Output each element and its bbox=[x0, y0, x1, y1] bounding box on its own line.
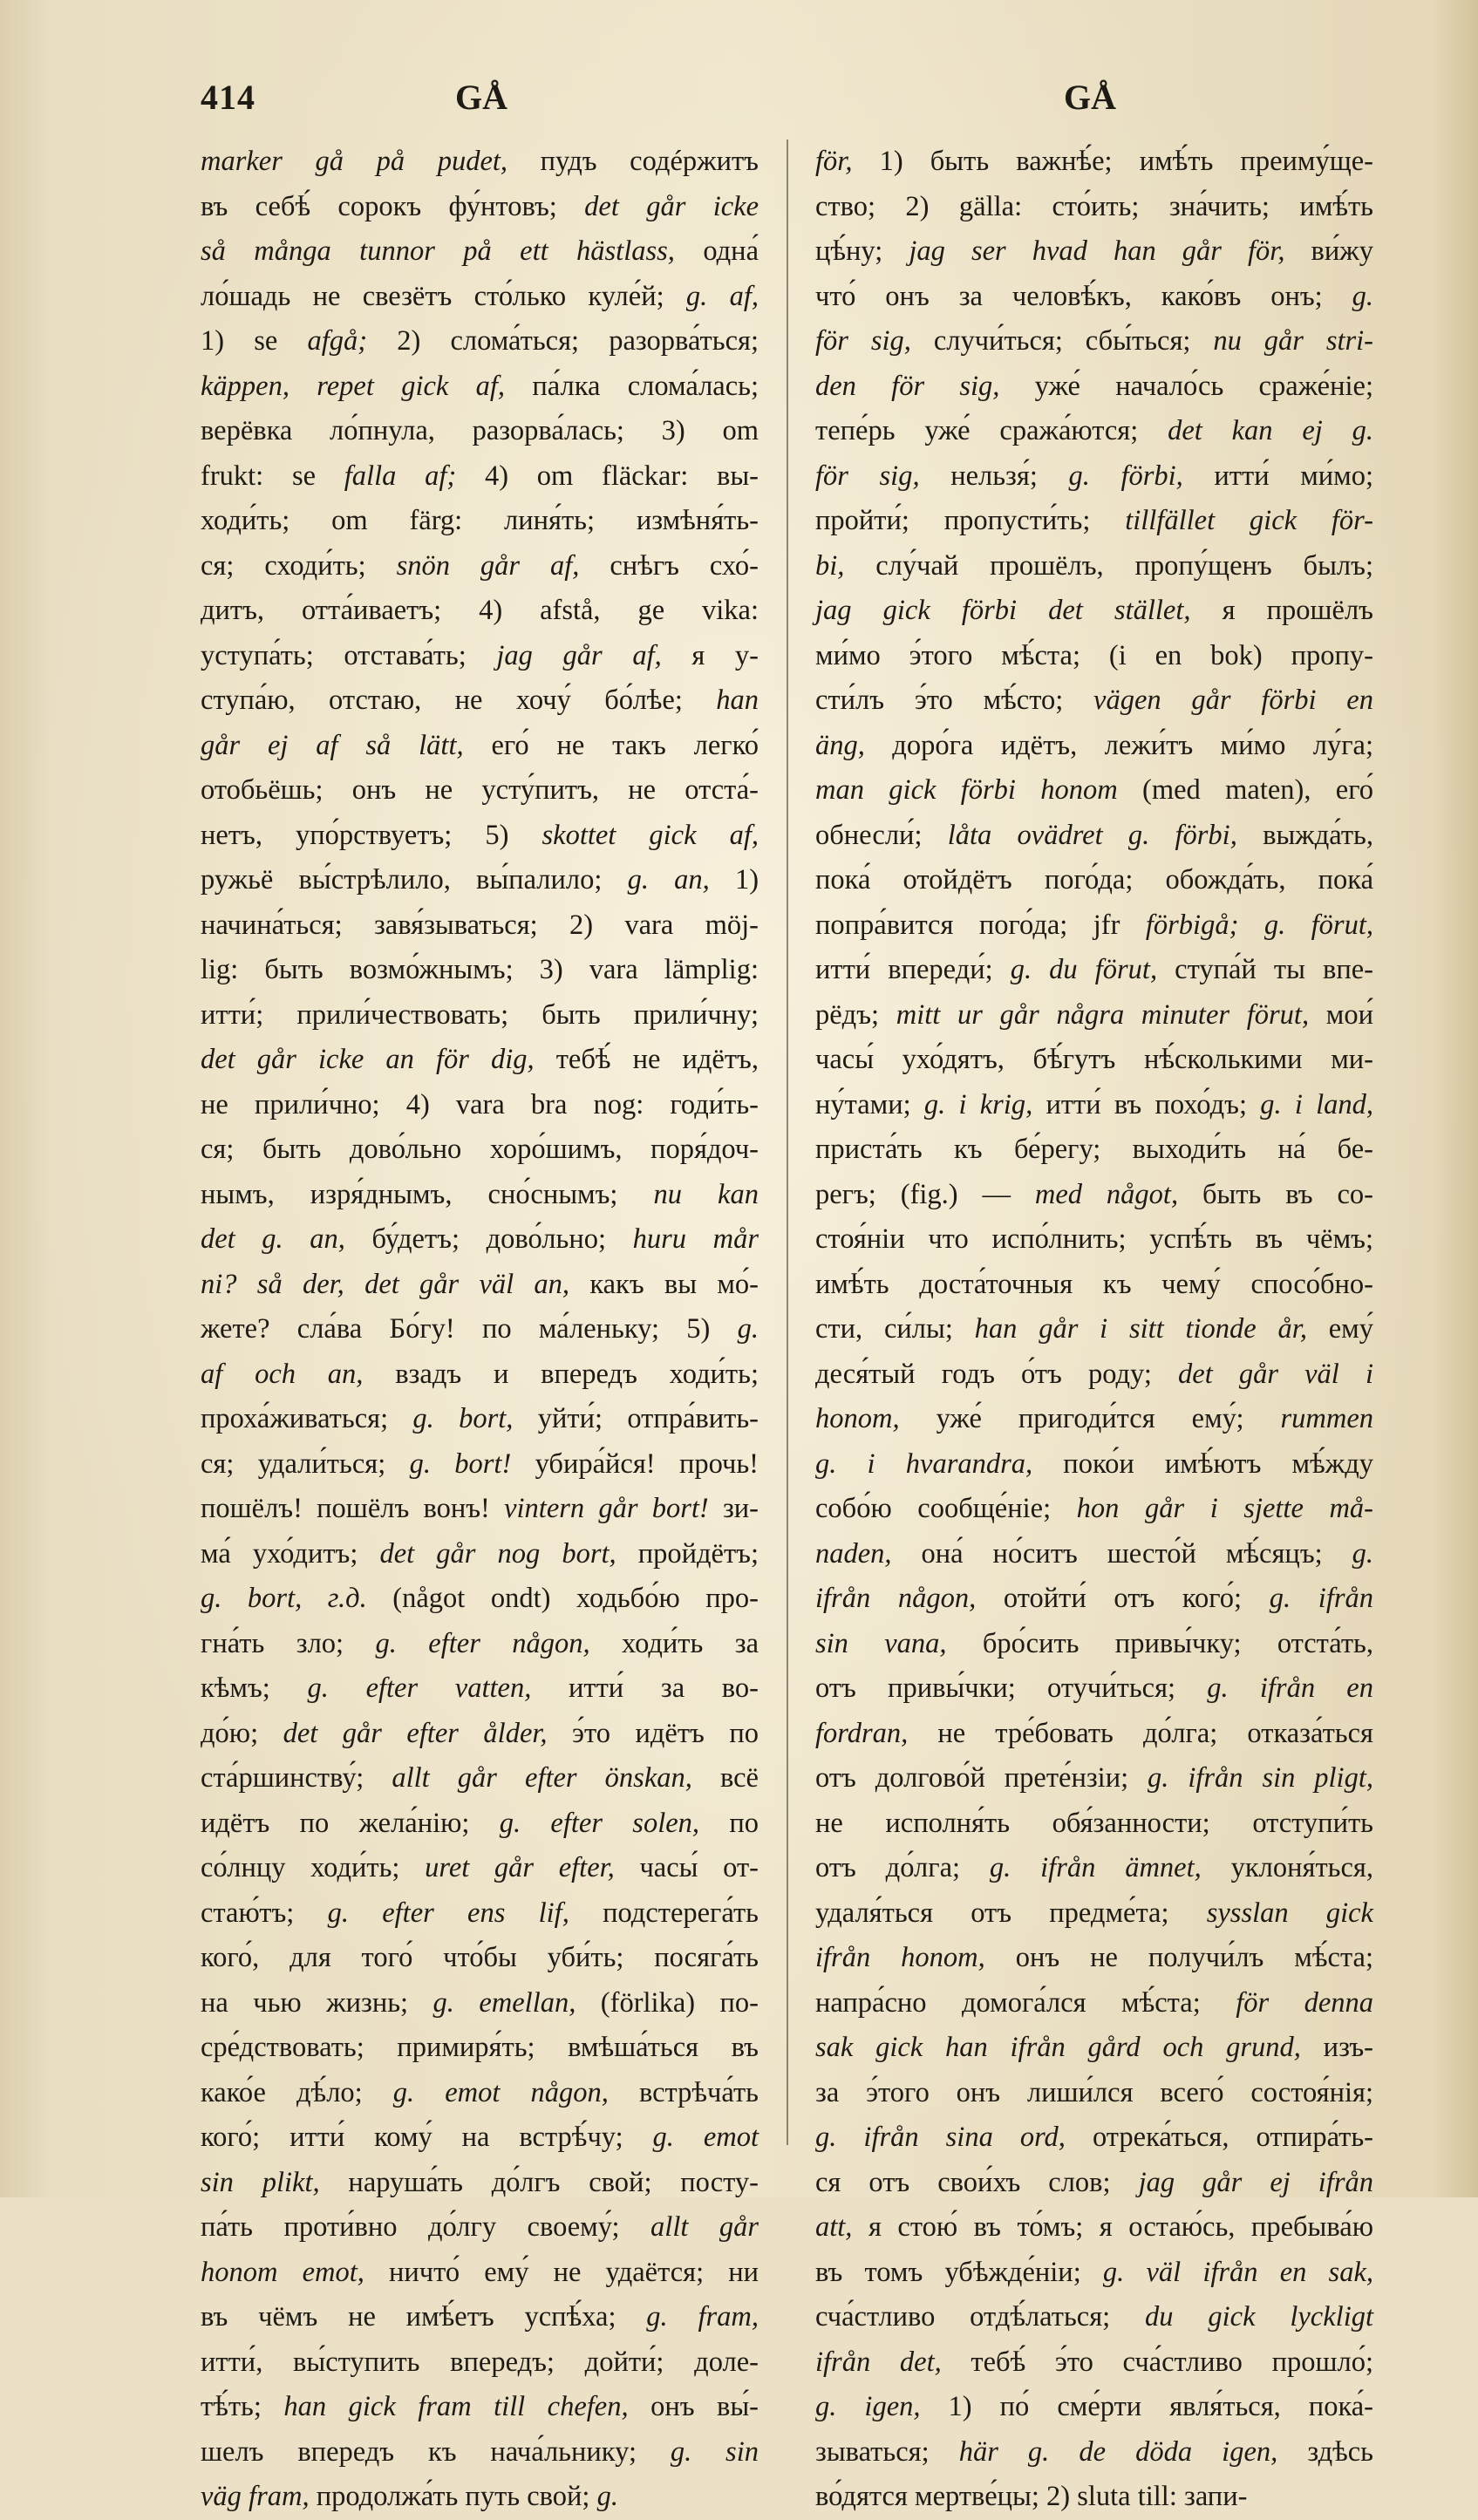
text-line: g. ifrån sina ord, отрека́ться, отпира́ть- bbox=[815, 2122, 1373, 2153]
text-line: шелъ впередъ къ нача́льнику; g. sin bbox=[201, 2435, 759, 2468]
text-line: удаля́ться отъ предме́та; sysslan gick bbox=[815, 1897, 1373, 1929]
right-column bbox=[815, 140, 1374, 2512]
column-divider bbox=[787, 140, 788, 2145]
text-line: ло́шадь не свезётъ сто́лько куле́й; g. af, bbox=[201, 280, 759, 312]
text-line: собо́ю сообще́ніе; hon går i sjette må- bbox=[815, 1493, 1373, 1524]
text-line: honom, уже́ пригоди́тся ему́; rummen bbox=[815, 1403, 1373, 1434]
text-line: зываться; här g. de döda igen, здѣсь bbox=[815, 2435, 1374, 2468]
text-line: въ томъ убѣжде́ніи; g. väl ifrån en sak, bbox=[815, 2256, 1373, 2288]
text-line: проха́живаться; g. bort, уйти́; отпра́вить- bbox=[201, 1403, 759, 1434]
text-line: итти́, вы́ступить впередъ; дойти́; доле- bbox=[201, 2346, 759, 2378]
text-line: lig: быть возмо́жнымъ; 3) vara lämplig: bbox=[201, 954, 759, 985]
text-line: går ej af så lätt, его́ не такъ легко́ bbox=[201, 729, 759, 761]
text-line: кѣмъ; g. efter vatten, итти́ за во- bbox=[201, 1672, 759, 1704]
text-line: до́ю; det går efter ålder, э́то идётъ по bbox=[201, 1717, 759, 1749]
text-line: напра́сно домога́лся мѣ́ста; för denna bbox=[815, 1986, 1373, 2019]
text-line: пошёлъ! пошёлъ вонъ! vintern går bort! зи- bbox=[201, 1493, 759, 1524]
text-line: ся отъ свои́хъ слов; jag går ej ifrån bbox=[815, 2166, 1374, 2198]
page-number: 414 bbox=[201, 78, 255, 117]
text-line: ifrån någon, отойти́ отъ кого́; g. ifrån bbox=[815, 1583, 1373, 1614]
text-line: въ чёмъ не имѣ́етъ успѣ́ха; g. fram, bbox=[201, 2301, 759, 2333]
page-header bbox=[201, 77, 1395, 129]
text-line: гна́ть зло; g. efter någon, ходи́ть за bbox=[201, 1627, 759, 1659]
text-line: naden, она́ но́ситъ шесто́й мѣ́сяцъ; g. bbox=[815, 1537, 1373, 1570]
text-line: jag gick förbi det stället, я прошёлъ bbox=[815, 595, 1373, 626]
text-line: во́дятся мертве́цы; 2) sluta till: запи- bbox=[815, 2481, 1248, 2512]
text-line: fordran, не тре́бовать до́лга; отказа́ться bbox=[815, 1717, 1373, 1749]
text-line: часы́ ухо́дятъ, бѣ́гутъ нѣ́сколькими ми- bbox=[815, 1044, 1373, 1075]
text-line: ся; сходи́ть; snön går af, снѣгъ схо́- bbox=[201, 549, 759, 582]
text-line: за э́того онъ лиши́лся всего́ состоя́нія; bbox=[815, 2076, 1373, 2108]
text-line: ну́тами; g. i krig, итти́ въ похо́дъ; g. i land, bbox=[815, 1088, 1374, 1120]
text-line: ifrån det, тебѣ́ э́то сча́стливо прошло́; bbox=[815, 2346, 1373, 2378]
text-line: имѣ́ть доста́точныя къ чему́ спосо́бно- bbox=[815, 1268, 1373, 1300]
text-line: ni? så der, det går väl an, какъ вы мо́- bbox=[201, 1268, 759, 1300]
text-line: det går icke an för dig, тебѣ́ не идётъ, bbox=[201, 1044, 759, 1075]
text-line: идётъ по жела́нію; g. efter solen, по bbox=[201, 1807, 759, 1839]
text-line: рёдъ; mitt ur går några minuter förut, мои́ bbox=[815, 998, 1374, 1031]
text-line: ступа́ю, отстаю, не хочу́ бо́лѣе; han bbox=[201, 684, 759, 716]
text-line: den för sig, уже́ начало́сь сраже́ніе; bbox=[815, 370, 1373, 402]
text-line: начина́ться; завя́зываться; 2) vara möj- bbox=[201, 909, 759, 941]
text-line: отобьёшь; онъ не усту́питъ, не отста́- bbox=[201, 774, 759, 806]
text-line: käppen, repet gick af, па́лка слома́лась; bbox=[201, 370, 759, 402]
text-line: g. i hvarandra, поко́и имѣ́ютъ мѣ́жду bbox=[815, 1447, 1374, 1480]
text-line: för sig, случи́ться; сбы́ться; nu går stri- bbox=[815, 325, 1374, 357]
text-line: för sig, нельзя́; g. förbi, итти́ ми́мо; bbox=[815, 460, 1373, 492]
text-line: жете? сла́ва Бо́гу! по ма́леньку; 5) g. bbox=[201, 1313, 759, 1345]
text-line: что́ онъ за человѣ́къ, како́въ онъ; g. bbox=[815, 280, 1373, 312]
text-line: сре́дствовать; примиря́ть; вмѣша́ться въ bbox=[201, 2032, 759, 2063]
text-line: för, 1) быть важнѣ́е; имѣ́ть преиму́ще- bbox=[815, 146, 1373, 177]
text-line: обнесли́; låta ovädret g. förbi, выжда́ть, bbox=[815, 819, 1374, 851]
text-line: af och an, взадъ и впередъ ходи́ть; bbox=[201, 1358, 759, 1390]
text-line: frukt: se falla af; 4) om fläckar: вы- bbox=[201, 460, 759, 492]
text-line: ся; быть дово́льно хоро́шимъ, поря́доч- bbox=[201, 1134, 759, 1165]
text-line: g. bort, г.д. (något ondt) ходьбо́ю про- bbox=[201, 1583, 759, 1614]
text-line: äng, доро́га идётъ, лежи́тъ ми́мо лу́га; bbox=[815, 729, 1373, 761]
text-line: отъ долгово́й прете́нзіи; g. ifrån sin pligt, bbox=[815, 1762, 1373, 1794]
text-line: сти́лъ э́то мѣ́сто; vägen går förbi en bbox=[815, 684, 1373, 716]
text-line: ружьё вы́стрѣлило, вы́палило; g. an, 1) bbox=[201, 864, 759, 896]
text-line: стоя́ніи что испо́лнить; успѣ́ть въ чёмъ; bbox=[815, 1223, 1373, 1255]
text-line: att, я стою́ въ то́мъ; я остаю́сь, пребыва́ю bbox=[815, 2211, 1373, 2243]
text-line: пока́ отойдётъ пого́да; обожда́ть, пока́ bbox=[815, 864, 1373, 896]
text-line: стаю́тъ; g. efter ens lif, подстерега́ть bbox=[201, 1897, 759, 1929]
text-line: деся́тый годъ о́тъ роду; det går väl i bbox=[815, 1358, 1373, 1390]
text-line: отъ до́лга; g. ifrån ämnet, уклоня́ться, bbox=[815, 1852, 1373, 1883]
text-line: не исполня́ть обя́занности; отступи́ть bbox=[815, 1807, 1373, 1839]
text-line: ся; удали́ться; g. bort! убира́йся! прочь! bbox=[201, 1447, 759, 1480]
text-line: marker gå på pudet, пудъ содéржитъ bbox=[201, 146, 759, 177]
text-line: ходи́ть; om färg: линя́ть; измѣня́ть- bbox=[201, 505, 759, 536]
text-line: со́лнцу ходи́ть; uret går efter, часы́ от- bbox=[201, 1852, 759, 1883]
text-line: итти́ впереди́; g. du förut, ступа́й ты впе- bbox=[815, 954, 1373, 985]
text-line: väg fram, продолжа́ть путь свой; g. bbox=[201, 2481, 618, 2512]
text-line: det g. an, бу́детъ; дово́льно; huru mår bbox=[201, 1223, 759, 1255]
text-line: sin plikt, наруша́ть до́лгъ свой; посту- bbox=[201, 2166, 759, 2198]
text-line: нетъ, упо́рствуетъ; 5) skottet gick af, bbox=[201, 819, 759, 851]
text-line: не прили́чно; 4) vara bra nog: годи́ть- bbox=[201, 1088, 759, 1120]
text-line: sin vana, бро́сить привы́чку; отста́ть, bbox=[815, 1627, 1374, 1659]
text-line: цѣ́ну; jag ser hvad han går för, ви́жу bbox=[815, 235, 1373, 267]
running-headword-right: GÅ bbox=[1064, 78, 1116, 117]
text-line: кого́; итти́ кому́ на встрѣ́чу; g. emot bbox=[201, 2122, 759, 2153]
text-line: пройти́; пропусти́ть; tillfället gick för- bbox=[815, 505, 1373, 536]
text-line: ми́мо э́того мѣ́ста; (i en bok) пропу- bbox=[815, 639, 1373, 671]
text-line: ма́ ухо́дитъ; det går nog bort, пройдётъ; bbox=[201, 1537, 759, 1570]
text-line: ство; 2) gälla: сто́ить; зна́чить; имѣ́ть bbox=[815, 190, 1373, 222]
text-line: како́е дѣ́ло; g. emot någon, встрѣча́ть bbox=[201, 2076, 759, 2108]
left-column bbox=[201, 140, 759, 2512]
text-line: bi, слу́чай прошёлъ, пропу́щенъ былъ; bbox=[815, 549, 1373, 582]
text-line: så många tunnor på ett hästlass, одна́ bbox=[201, 235, 759, 267]
text-line: приста́ть къ бе́регу; выходи́ть на́ бе- bbox=[815, 1134, 1373, 1165]
text-line: дитъ, отта́иваетъ; 4) afstå, ge vika: bbox=[201, 595, 759, 626]
text-line: тѣ́ть; han gick fram till chefen, онъ вы́- bbox=[201, 2391, 759, 2422]
text-line: sak gick han ifrån gård och grund, изъ- bbox=[815, 2032, 1373, 2063]
text-line: тепе́рь уже́ сража́ются; det kan ej g. bbox=[815, 415, 1373, 446]
text-line: man gick förbi honom (med maten), его́ bbox=[815, 774, 1373, 806]
text-line: въ себѣ́ сорокъ фу́нтовъ; det går icke bbox=[201, 190, 759, 222]
text-line: нымъ, изря́днымъ, сно́снымъ; nu kan bbox=[201, 1178, 759, 1210]
text-line: итти́; прили́чествовать; быть прили́чну; bbox=[201, 998, 759, 1031]
text-line: кого́, для того́ что́бы уби́ть; посяга́ть bbox=[201, 1942, 759, 1973]
text-line: па́ть проти́вно до́лгу своему́; allt går bbox=[201, 2211, 759, 2243]
text-line: на чью жизнь; g. emellan, (förlika) по- bbox=[201, 1986, 759, 2019]
text-line: попра́вится пого́да; jfr förbigå; g. förut, bbox=[815, 909, 1373, 941]
text-line: сти, си́лы; han går i sitt tionde år, ему́ bbox=[815, 1313, 1373, 1345]
text-line: регъ; (fig.) — med något, быть въ со- bbox=[815, 1178, 1373, 1210]
text-line: уступа́ть; отстава́ть; jag går af, я у- bbox=[201, 639, 759, 671]
text-line: ста́ршинству́; allt går efter önskan, всё bbox=[201, 1762, 759, 1794]
running-headword-left: GÅ bbox=[455, 78, 507, 117]
text-line: 1) se afgå; 2) слома́ться; разорва́ться; bbox=[201, 325, 759, 357]
text-line: g. igen, 1) по́ сме́рти явля́ться, пока́- bbox=[815, 2391, 1373, 2422]
text-line: верёвка ло́пнула, разорва́лась; 3) om bbox=[201, 415, 759, 446]
text-line: сча́стливо отдѣ́латься; du gick lyckligt bbox=[815, 2301, 1373, 2333]
text-line: honom emot, ничто́ ему́ не удаётся; ни bbox=[201, 2256, 759, 2288]
text-line: ifrån honom, онъ не получи́лъ мѣ́ста; bbox=[815, 1942, 1373, 1973]
text-line: отъ привы́чки; отучи́ться; g. ifrån en bbox=[815, 1672, 1373, 1704]
